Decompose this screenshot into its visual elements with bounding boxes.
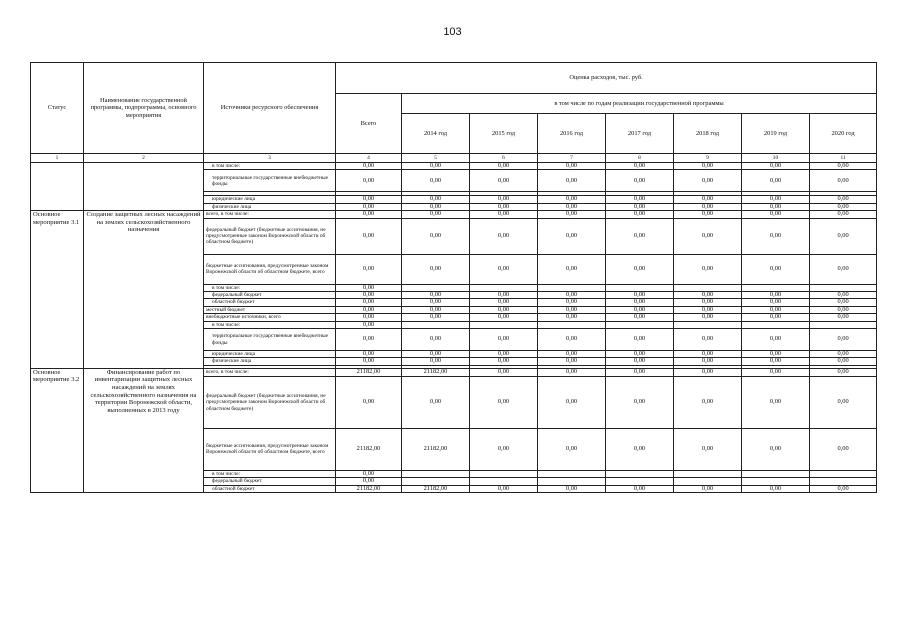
row-funding-source: бюджетные ассигнования, предусмотренные законом Воронежской области об областном бюджете, всего	[204, 428, 336, 470]
value-cell: 0,00	[606, 485, 674, 492]
header-year-2019: 2019 год	[742, 114, 810, 154]
value-cell: 0,00	[402, 163, 470, 170]
value-cell: 0,00	[402, 196, 470, 203]
value-cell: 0,00	[810, 196, 877, 203]
value-cell: 0,00	[606, 351, 674, 358]
value-cell: 0,00	[336, 203, 402, 210]
value-cell: 0,00	[336, 211, 402, 218]
table-row	[31, 163, 877, 170]
value-cell	[674, 478, 742, 485]
value-cell: 0,00	[538, 299, 606, 306]
value-cell: 0,00	[402, 306, 470, 313]
row-status: Основное мероприятие 3.2	[31, 368, 84, 492]
value-cell: 0,00	[810, 358, 877, 365]
value-cell: 0,00	[470, 485, 538, 492]
value-cell: 0,00	[538, 351, 606, 358]
column-number: 6	[470, 154, 538, 163]
value-cell: 0,00	[402, 299, 470, 306]
value-cell	[606, 284, 674, 291]
row-funding-source: внебюджетные источники, всего	[204, 314, 336, 321]
value-cell	[742, 284, 810, 291]
value-cell	[674, 321, 742, 328]
value-cell: 0,00	[336, 196, 402, 203]
value-cell: 0,00	[810, 368, 877, 376]
value-cell: 0,00	[402, 314, 470, 321]
value-cell: 0,00	[810, 292, 877, 299]
value-cell: 0,00	[538, 170, 606, 192]
value-cell: 0,00	[742, 292, 810, 299]
row-funding-source: федеральный бюджет (бюджетные ассигнования, не предусмотренные законом Воронежской области об областном бюджете)	[204, 376, 336, 428]
row-funding-source: федеральный бюджет	[204, 292, 336, 299]
value-cell	[606, 470, 674, 477]
value-cell: 0,00	[606, 329, 674, 351]
value-cell: 0,00	[606, 376, 674, 428]
value-cell: 0,00	[742, 203, 810, 210]
value-cell: 0,00	[538, 428, 606, 470]
value-cell: 0,00	[674, 351, 742, 358]
value-cell: 0,00	[470, 376, 538, 428]
value-cell	[470, 321, 538, 328]
value-cell: 0,00	[810, 203, 877, 210]
value-cell	[538, 470, 606, 477]
header-year-2020: 2020 год	[810, 114, 877, 154]
value-cell: 21182,00	[402, 368, 470, 376]
value-cell: 0,00	[742, 254, 810, 284]
value-cell: 0,00	[336, 358, 402, 365]
value-cell: 0,00	[402, 254, 470, 284]
value-cell: 0,00	[810, 170, 877, 192]
row-measure-name: Создание защитных лесных насаждений на землях сельскохозяйственного назначения	[84, 211, 204, 369]
row-funding-source: в том числе:	[204, 284, 336, 291]
header-by-years: в том числе по годам реализации государственной программы	[402, 94, 877, 114]
value-cell: 0,00	[336, 478, 402, 485]
value-cell: 21182,00	[336, 368, 402, 376]
value-cell: 0,00	[402, 211, 470, 218]
value-cell: 0,00	[810, 254, 877, 284]
row-funding-source: всего, в том числе:	[204, 368, 336, 376]
value-cell: 0,00	[402, 203, 470, 210]
value-cell: 0,00	[674, 292, 742, 299]
value-cell: 0,00	[742, 218, 810, 254]
value-cell: 0,00	[606, 170, 674, 192]
value-cell: 0,00	[336, 470, 402, 477]
page-number: 103	[443, 26, 462, 38]
row-funding-source: в том числе:	[204, 470, 336, 477]
row-funding-source: местный бюджет	[204, 306, 336, 313]
row-funding-source: областной бюджет	[204, 485, 336, 492]
value-cell: 0,00	[606, 211, 674, 218]
table-row	[31, 368, 877, 376]
header-year-2016: 2016 год	[538, 114, 606, 154]
value-cell	[810, 478, 877, 485]
value-cell	[742, 478, 810, 485]
value-cell: 0,00	[336, 284, 402, 291]
value-cell: 0,00	[742, 358, 810, 365]
value-cell	[674, 470, 742, 477]
column-number: 10	[742, 154, 810, 163]
value-cell: 0,00	[538, 485, 606, 492]
value-cell: 0,00	[674, 306, 742, 313]
value-cell: 0,00	[470, 163, 538, 170]
header-name: Наименование государственной программы, подпрограммы, основного мероприятия	[84, 63, 204, 154]
value-cell: 0,00	[742, 329, 810, 351]
value-cell: 0,00	[742, 351, 810, 358]
value-cell: 0,00	[402, 376, 470, 428]
value-cell: 0,00	[810, 314, 877, 321]
value-cell: 0,00	[742, 170, 810, 192]
value-cell: 0,00	[470, 368, 538, 376]
header-year-2014: 2014 год	[402, 114, 470, 154]
header-year-2017: 2017 год	[606, 114, 674, 154]
column-number: 11	[810, 154, 877, 163]
value-cell: 0,00	[538, 368, 606, 376]
value-cell: 0,00	[336, 170, 402, 192]
value-cell: 21182,00	[336, 485, 402, 492]
value-cell: 0,00	[810, 351, 877, 358]
value-cell: 0,00	[470, 218, 538, 254]
value-cell: 0,00	[810, 218, 877, 254]
value-cell: 0,00	[336, 351, 402, 358]
value-cell: 0,00	[606, 306, 674, 313]
value-cell: 0,00	[470, 254, 538, 284]
value-cell: 0,00	[336, 254, 402, 284]
value-cell: 0,00	[606, 299, 674, 306]
value-cell: 0,00	[674, 329, 742, 351]
value-cell: 0,00	[810, 485, 877, 492]
row-funding-source: федеральный бюджет (бюджетные ассигнования, не предусмотренные законом Воронежской области об областном бюджете)	[204, 218, 336, 254]
value-cell: 0,00	[402, 292, 470, 299]
value-cell: 0,00	[538, 292, 606, 299]
value-cell: 0,00	[810, 428, 877, 470]
value-cell: 0,00	[674, 218, 742, 254]
value-cell: 0,00	[742, 376, 810, 428]
value-cell: 0,00	[538, 314, 606, 321]
value-cell: 0,00	[470, 428, 538, 470]
value-cell: 0,00	[470, 358, 538, 365]
value-cell: 0,00	[538, 218, 606, 254]
value-cell: 0,00	[538, 329, 606, 351]
value-cell: 0,00	[336, 321, 402, 328]
row-funding-source: федеральный бюджет	[204, 478, 336, 485]
value-cell: 0,00	[810, 163, 877, 170]
value-cell: 21182,00	[402, 485, 470, 492]
value-cell: 0,00	[336, 163, 402, 170]
value-cell: 0,00	[674, 299, 742, 306]
value-cell	[810, 321, 877, 328]
value-cell: 0,00	[606, 196, 674, 203]
table-row	[31, 211, 877, 218]
value-cell: 0,00	[674, 163, 742, 170]
value-cell: 0,00	[336, 299, 402, 306]
value-cell: 0,00	[606, 254, 674, 284]
value-cell: 0,00	[538, 203, 606, 210]
value-cell: 0,00	[606, 314, 674, 321]
value-cell: 0,00	[674, 314, 742, 321]
value-cell: 0,00	[470, 351, 538, 358]
column-number-row	[31, 154, 877, 163]
value-cell: 0,00	[470, 292, 538, 299]
resource-table	[30, 62, 877, 493]
value-cell: 0,00	[606, 203, 674, 210]
value-cell: 0,00	[742, 163, 810, 170]
value-cell: 0,00	[810, 329, 877, 351]
value-cell: 0,00	[538, 254, 606, 284]
value-cell: 0,00	[402, 170, 470, 192]
column-number: 7	[538, 154, 606, 163]
value-cell: 0,00	[674, 368, 742, 376]
value-cell: 0,00	[674, 196, 742, 203]
header-year-2018: 2018 год	[674, 114, 742, 154]
value-cell	[810, 284, 877, 291]
value-cell: 0,00	[810, 211, 877, 218]
value-cell	[402, 321, 470, 328]
value-cell: 0,00	[470, 329, 538, 351]
value-cell: 0,00	[538, 163, 606, 170]
value-cell: 0,00	[470, 314, 538, 321]
value-cell	[538, 321, 606, 328]
column-number: 8	[606, 154, 674, 163]
value-cell: 0,00	[742, 306, 810, 313]
value-cell: 0,00	[674, 203, 742, 210]
value-cell: 0,00	[470, 196, 538, 203]
value-cell: 0,00	[336, 218, 402, 254]
value-cell: 0,00	[402, 351, 470, 358]
value-cell: 0,00	[538, 358, 606, 365]
value-cell: 0,00	[742, 485, 810, 492]
value-cell: 0,00	[674, 428, 742, 470]
value-cell: 0,00	[606, 218, 674, 254]
value-cell: 0,00	[674, 485, 742, 492]
value-cell: 0,00	[538, 211, 606, 218]
header-source: Источники ресурсного обеспечения	[204, 63, 336, 154]
value-cell	[470, 478, 538, 485]
value-cell	[470, 284, 538, 291]
header-total: Всего	[336, 94, 402, 154]
column-number: 5	[402, 154, 470, 163]
value-cell	[674, 284, 742, 291]
column-number: 4	[336, 154, 402, 163]
value-cell: 0,00	[402, 329, 470, 351]
value-cell: 0,00	[336, 306, 402, 313]
value-cell: 0,00	[742, 314, 810, 321]
value-cell	[606, 321, 674, 328]
value-cell: 0,00	[810, 306, 877, 313]
header-status: Статус	[31, 63, 84, 154]
row-measure-name: Финансирование работ по инвентаризации защитных лесных насаждений на землях сельскохозяйственного назначения на территории Воронежской области, выполненных в 2013 году	[84, 368, 204, 492]
value-cell	[606, 478, 674, 485]
value-cell: 0,00	[470, 211, 538, 218]
value-cell	[402, 470, 470, 477]
value-cell	[742, 470, 810, 477]
value-cell: 21182,00	[336, 428, 402, 470]
value-cell: 0,00	[402, 358, 470, 365]
value-cell: 0,00	[336, 292, 402, 299]
value-cell: 0,00	[538, 306, 606, 313]
header-year-2015: 2015 год	[470, 114, 538, 154]
value-cell: 0,00	[742, 211, 810, 218]
value-cell: 0,00	[742, 368, 810, 376]
value-cell: 0,00	[606, 163, 674, 170]
row-funding-source: в том числе:	[204, 163, 336, 170]
value-cell: 0,00	[336, 376, 402, 428]
value-cell: 0,00	[470, 306, 538, 313]
value-cell: 0,00	[336, 314, 402, 321]
row-funding-source: физические лица	[204, 203, 336, 210]
row-funding-source: территориальные государственные внебюджетные фонды	[204, 170, 336, 192]
column-number: 1	[31, 154, 84, 163]
value-cell: 0,00	[606, 428, 674, 470]
value-cell: 0,00	[470, 170, 538, 192]
row-funding-source: физические лица	[204, 358, 336, 365]
value-cell: 0,00	[810, 299, 877, 306]
value-cell: 0,00	[674, 254, 742, 284]
value-cell: 0,00	[470, 299, 538, 306]
value-cell	[742, 321, 810, 328]
value-cell	[402, 284, 470, 291]
row-status: Основное мероприятие 3.1	[31, 211, 84, 369]
row-funding-source: юридические лица	[204, 196, 336, 203]
value-cell: 0,00	[674, 358, 742, 365]
row-status	[31, 163, 84, 211]
value-cell: 0,00	[336, 329, 402, 351]
value-cell: 0,00	[810, 376, 877, 428]
value-cell: 0,00	[674, 376, 742, 428]
value-cell	[470, 470, 538, 477]
value-cell	[538, 284, 606, 291]
value-cell: 0,00	[742, 299, 810, 306]
value-cell: 0,00	[538, 196, 606, 203]
value-cell: 0,00	[606, 358, 674, 365]
value-cell: 0,00	[606, 368, 674, 376]
value-cell: 0,00	[742, 428, 810, 470]
value-cell: 0,00	[606, 292, 674, 299]
row-measure-name	[84, 163, 204, 211]
header-estimate: Оценка расходов, тыс. руб.	[336, 63, 877, 94]
row-funding-source: территориальные государственные внебюджетные фонды	[204, 329, 336, 351]
value-cell: 0,00	[674, 170, 742, 192]
value-cell: 0,00	[674, 211, 742, 218]
value-cell	[538, 478, 606, 485]
value-cell: 0,00	[538, 376, 606, 428]
row-funding-source: в том числе:	[204, 321, 336, 328]
column-number: 3	[204, 154, 336, 163]
row-funding-source: юридические лица	[204, 351, 336, 358]
column-number: 2	[84, 154, 204, 163]
row-funding-source: всего, в том числе:	[204, 211, 336, 218]
value-cell: 0,00	[470, 203, 538, 210]
value-cell	[810, 470, 877, 477]
column-number: 9	[674, 154, 742, 163]
row-funding-source: бюджетные ассигнования, предусмотренные законом Воронежской области об областном бюджете, всего	[204, 254, 336, 284]
row-funding-source: областной бюджет	[204, 299, 336, 306]
value-cell: 0,00	[742, 196, 810, 203]
value-cell: 21182,00	[402, 428, 470, 470]
value-cell: 0,00	[402, 218, 470, 254]
value-cell	[402, 478, 470, 485]
